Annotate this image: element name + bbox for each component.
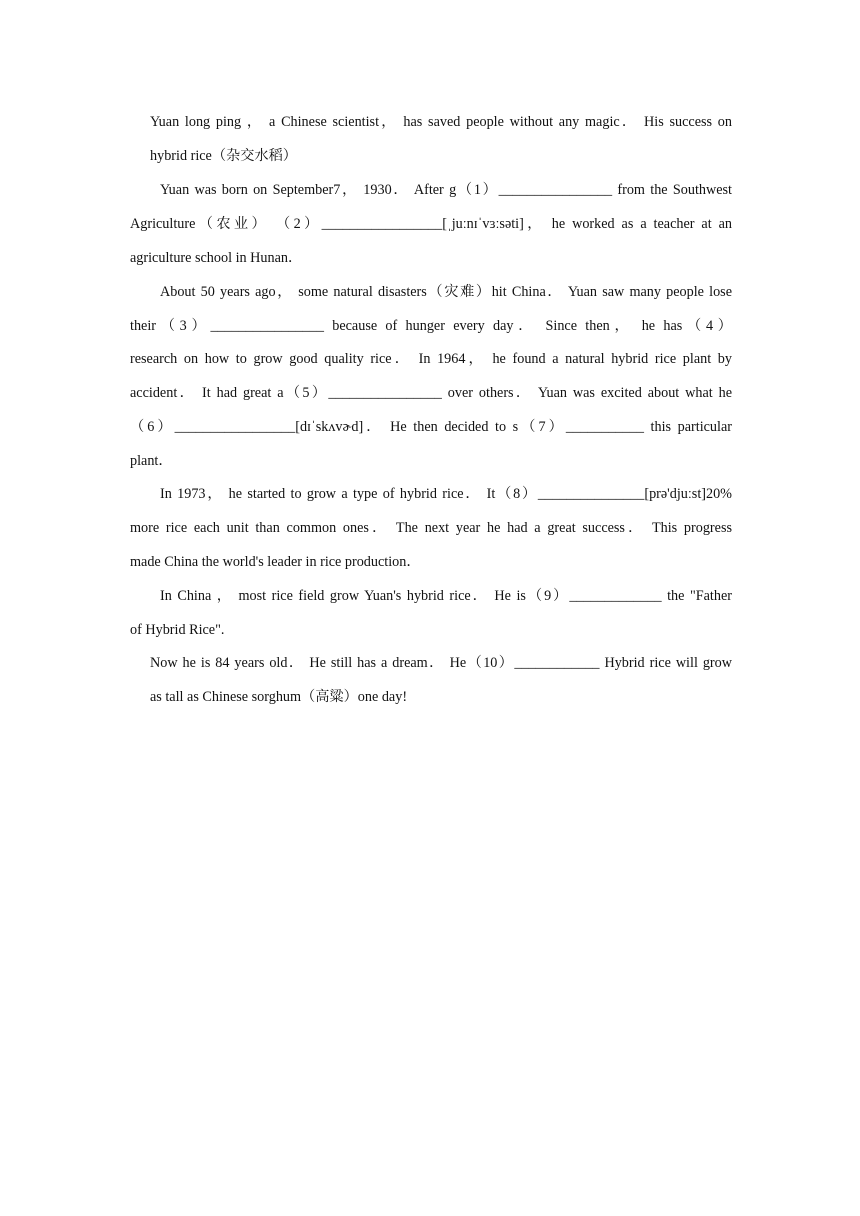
passage-line: research on how to grow good quality rice． In 1964， he found a natural hybrid rice plant by: [130, 351, 732, 367]
passage-line: more rice each unit than common ones． The next year he had a great success． This progress: [130, 520, 732, 536]
passage-line: as tall as Chinese sorghum（高粱）one day!: [150, 689, 408, 705]
passage-line: In 1973， he started to grow a type of hybrid rice． It（8）_______________[prə'djuːst]20%: [160, 486, 732, 502]
passage-line: Yuan was born on September7， 1930． After g（1）________________ from the Southwest: [160, 182, 732, 198]
passage-line: About 50 years ago， some natural disasters（灾难）hit China． Yuan saw many people lose: [160, 284, 732, 300]
passage-line: In China ， most rice field grow Yuan's hybrid rice． He is（9）_____________ the "Father: [160, 588, 732, 604]
passage-line: their（3）________________ because of hunger every day． Since then， he has（4）: [130, 318, 732, 334]
passage-line: Yuan long ping ， a Chinese scientist， has saved people without any magic． His success on: [150, 114, 732, 130]
passage-line: accident． It had great a（5）________________ over others． Yuan was excited about what he: [130, 385, 732, 401]
passage-line: hybrid rice（杂交水稻）: [150, 148, 297, 164]
passage-line: plant．: [130, 453, 173, 469]
passage-line: Now he is 84 years old． He still has a dream． He（10）____________ Hybrid rice will grow: [150, 655, 732, 671]
passage-line: made China the world's leader in rice production．: [130, 554, 421, 570]
passage-line: of Hybrid Rice".: [130, 622, 225, 638]
passage-line: agriculture school in Hunan．: [130, 250, 303, 266]
passage-line: （6）_________________[dɪˈskʌvɚd]． He then decided to s（7）___________ this particular: [130, 419, 732, 435]
passage-line: Agriculture（农业） （2）_________________[ˌjuːnɪˈvɜːsəti]， he worked as a teacher at an: [130, 216, 732, 232]
